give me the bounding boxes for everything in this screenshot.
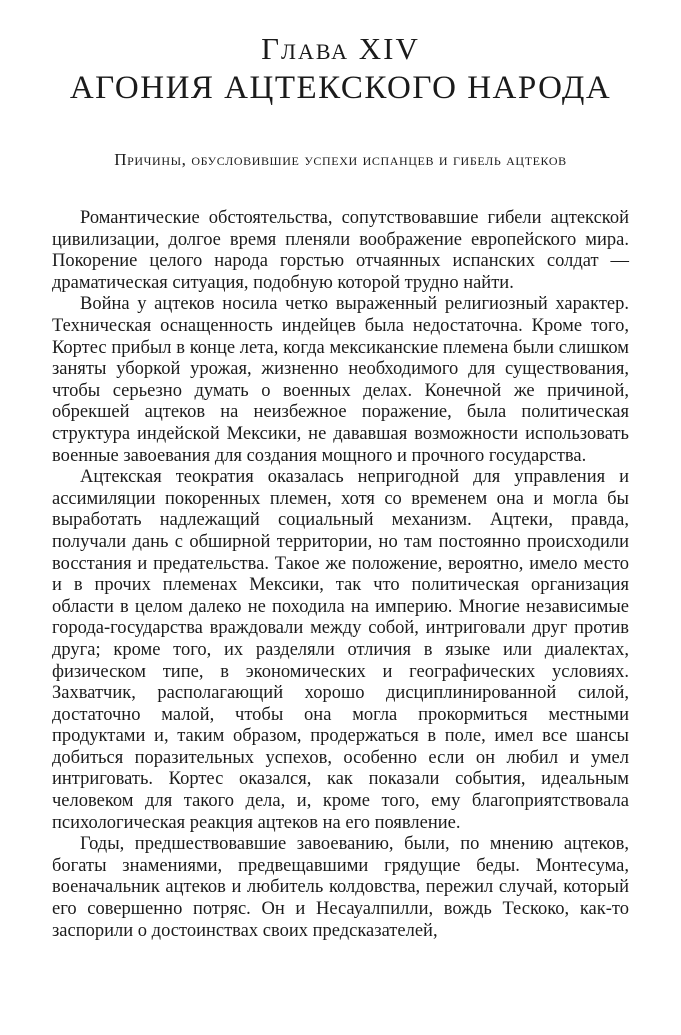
body-paragraph: Ацтекская теократия оказалась непригодной для управления и ассимиляции покоренных племен, хотя со временем она и могла бы выработать надлежащий социальный механизм. Ацтеки, правда, получали дань с обширной территории, но там постоянно происходили восстания и предательства. Такое же положение, вероятно, имело место и в прочих племенах Мексики, так что политическая организация области в целом далеко не походила на империю. Многие независимые города-государства враждовали между собой, интриговали друг против друга; кроме того, их разделяли отличия в языке или диалектах, физическом типе, в экономических и географических условиях. Захватчик, располагающий хорошо дисциплинированной силой, достаточно малой, чтобы она могла прокормиться местными продуктами и, таким образом, продержаться в поле, имел все шансы добиться поразительных успехов, особенно если он любил и умел интриговать. Кортес оказался, как показали события, идеальным человеком для такого дела, и, кроме того, ему благоприятствовала психологическая реакция ацтеков на его появление. xyxy=(52,467,629,833)
section-subtitle: Причины, обусловившие успехи испанцев и гибель ацтеков xyxy=(114,150,567,170)
body-paragraph: Война у ацтеков носила четко выраженный религиозный характер. Техническая оснащенность индейцев была недостаточна. Кроме того, Кортес прибыл в конце лета, когда мексиканские племена были слишком заняты уборкой урожая, жизненно необходимого для существования, чтобы серьезно думать о военных делах. Конечной же причиной, обрекшей ацтеков на неизбежное поражение, была политическая структура индейской Мексики, не дававшая возможности использовать военные завоевания для создания мощного и прочного государства. xyxy=(52,294,629,466)
body-text xyxy=(52,208,629,942)
chapter-heading: Глава XIV xyxy=(261,31,420,66)
body-paragraph: Романтические обстоятельства, сопутствовавшие гибели ацтекской цивилизации, долгое время пленяли воображение европейского мира. Покорение целого народа горстью отчаянных испанских солдат — драматическая ситуация, подобную которой трудно найти. xyxy=(52,208,629,293)
page-title: АГОНИЯ АЦТЕКСКОГО НАРОДА xyxy=(69,70,612,107)
body-paragraph: Годы, предшествовавшие завоеванию, были, по мнению ацтеков, богаты знамениями, предвещавшими грядущие беды. Монтесума, военачальник ацтеков и любитель колдовства, пережил случай, который его совершенно потряс. Он и Несауалпилли, вождь Тескоко, как-то заспорили о достоинствах своих предсказателей, xyxy=(52,834,629,941)
